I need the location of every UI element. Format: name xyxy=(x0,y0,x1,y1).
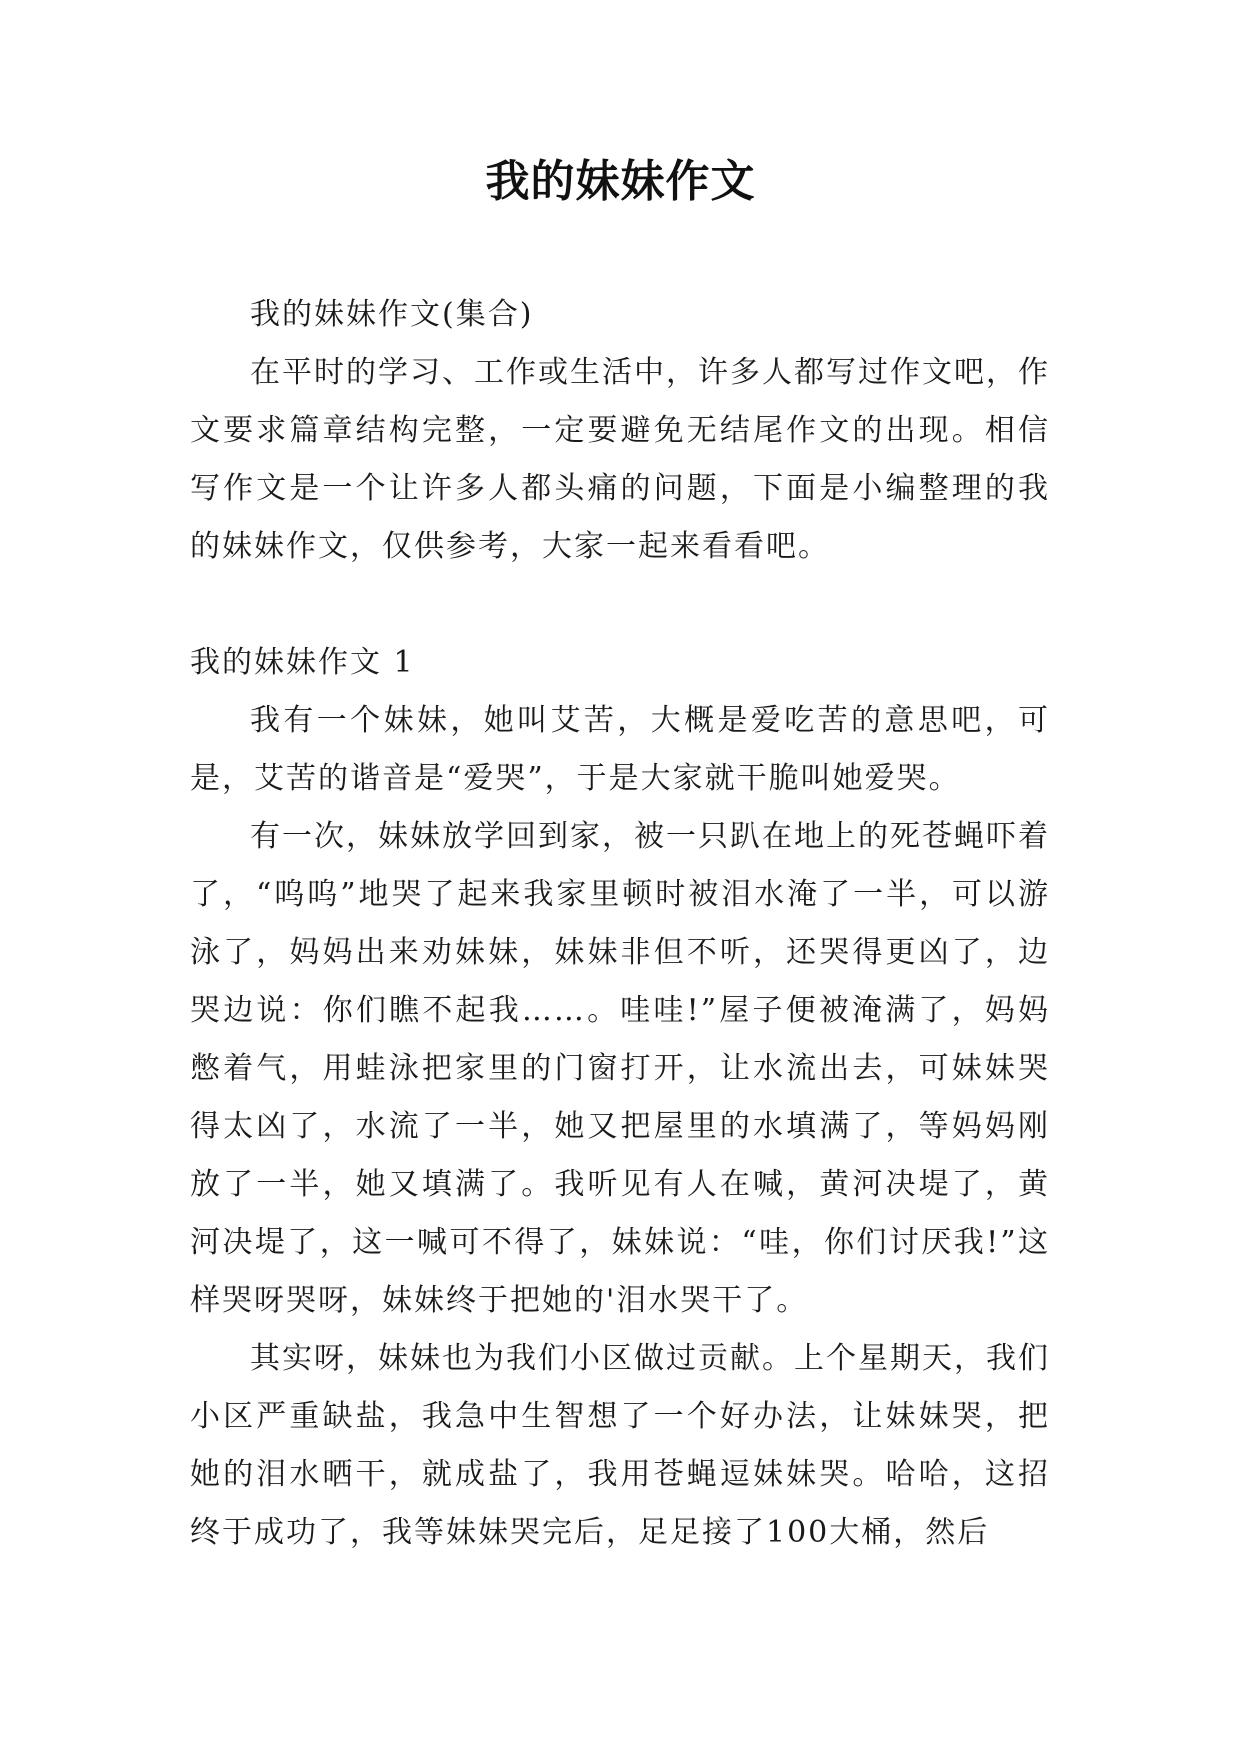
body-paragraph-3: 其实呀，妹妹也为我们小区做过贡献。上个星期天，我们小区严重缺盐，我急中生智想了一个好办法，让妹妹哭，把她的泪水晒干，就成盐了，我用苍蝇逗妹妹哭。哈哈，这招终于成功了，我等妹妹哭完后，足足接了100大桶，然后 xyxy=(190,1341,1050,1550)
section-heading: 我的妹妹作文 1 xyxy=(190,645,415,680)
document-body xyxy=(190,286,1050,1562)
body-paragraph-1: 我有一个妹妹，她叫艾苦，大概是爱吃苦的意思吧，可是，艾苦的谐音是“爱哭”，于是大家就干脆叫她爱哭。 xyxy=(190,703,1050,796)
document-subtitle: 我的妹妹作文(集合) xyxy=(250,297,534,332)
body-paragraph-2: 有一次，妹妹放学回到家，被一只趴在地上的死苍蝇吓着了，“呜呜”地哭了起来我家里顿时被泪水淹了一半，可以游泳了，妈妈出来劝妹妹，妹妹非但不听，还哭得更凶了，边哭边说：你们瞧不起我……。哇哇!”屋子便被淹满了，妈妈憋着气，用蛙泳把家里的门窗打开，让水流出去，可妹妹哭得太凶了，水流了一半，她又把屋里的水填满了，等妈妈刚放了一半，她又填满了。我听见有人在喊，黄河决堤了，黄河决堤了，这一喊可不得了，妹妹说：“哇，你们讨厌我!”这样哭呀哭呀，妹妹终于把她的'泪水哭干了。 xyxy=(190,819,1050,1318)
intro-paragraph: 在平时的学习、工作或生活中，许多人都写过作文吧，作文要求篇章结构完整，一定要避免无结尾作文的出现。相信写作文是一个让许多人都头痛的问题，下面是小编整理的我的妹妹作文，仅供参考，大家一起来看看吧。 xyxy=(190,355,1050,564)
document-title: 我的妹妹作文 xyxy=(485,156,756,207)
